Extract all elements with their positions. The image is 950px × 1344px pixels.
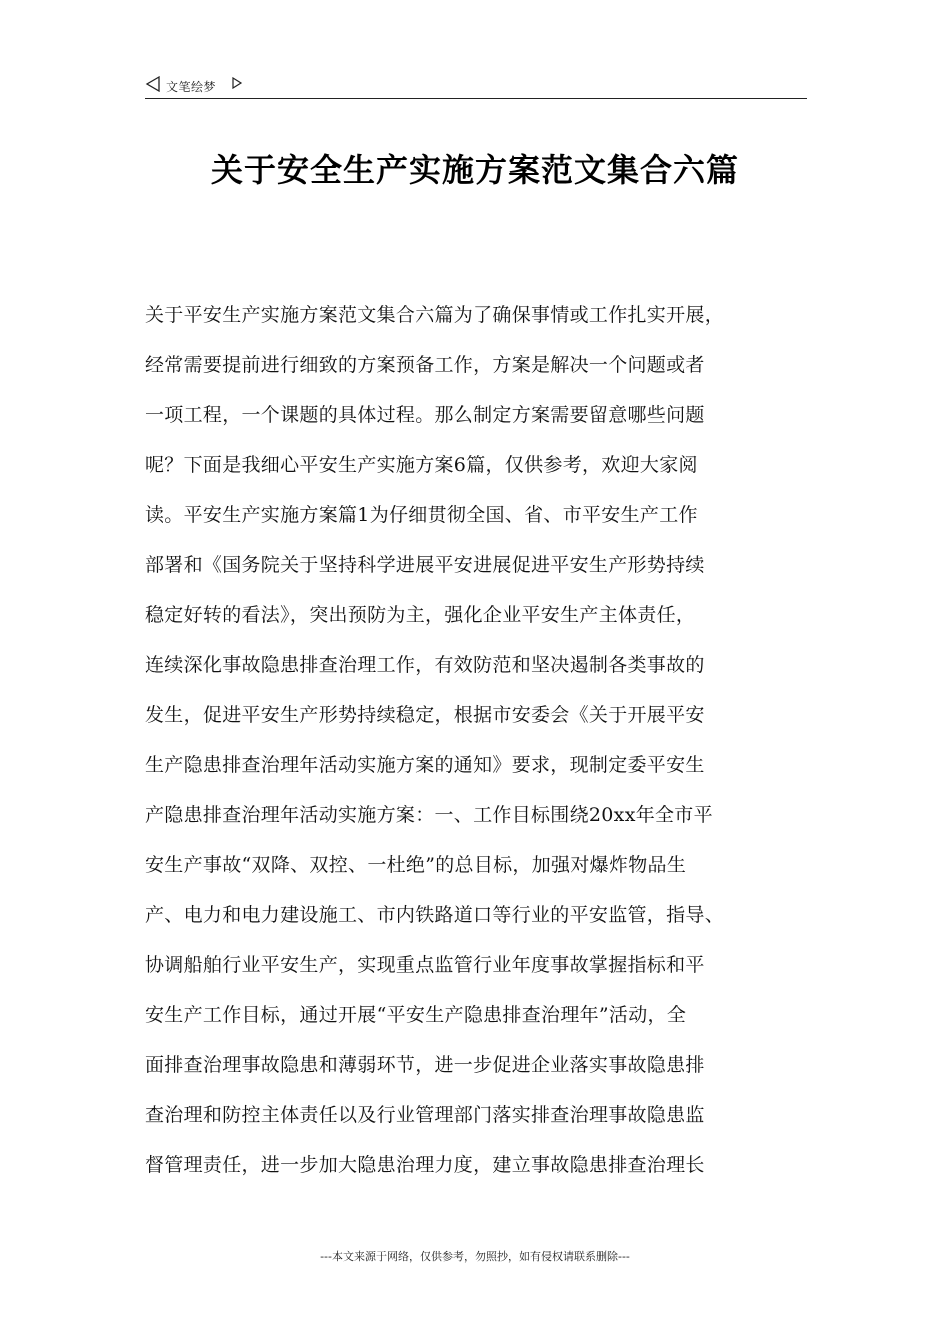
body-line: 安生产事故“双降、双控、一杜绝”的总目标，加强对爆炸物品生: [145, 854, 687, 876]
body-line: 稳定好转的看法》，突出预防为主，强化企业平安生产主体责任，: [145, 604, 696, 626]
page-header: [145, 74, 807, 99]
body-line: 读。平安生产实施方案篇1为仔细贯彻全国、省、市平安生产工作: [145, 504, 698, 526]
triangle-left-icon: [145, 76, 161, 92]
body-line: 产隐患排查治理年活动实施方案：一、工作目标围绕20xx年全市平: [145, 804, 713, 826]
body-line: 面排查治理事故隐患和薄弱环节，进一步促进企业落实事故隐患排: [145, 1054, 705, 1076]
header-brand: 文笔绘梦: [166, 80, 217, 94]
body-line: 部署和《国务院关于坚持科学进展平安进展促进平安生产形势持续: [145, 554, 705, 576]
body-line: 生产隐患排查治理年活动实施方案的通知》要求，现制定委平安生: [145, 754, 705, 776]
body-line: 呢？下面是我细心平安生产实施方案6篇，仅供参考，欢迎大家阅: [145, 454, 698, 476]
body-line: 产、电力和电力建设施工、市内铁路道口等行业的平安监管，指导、: [145, 904, 725, 926]
document-title: 关于安全生产实施方案范文集合六篇: [210, 151, 739, 189]
body-line: 一项工程，一个课题的具体过程。那么制定方案需要留意哪些问题: [145, 404, 705, 426]
body-line: 安生产工作目标，通过开展“平安生产隐患排查治理年”活动，全: [145, 1004, 687, 1026]
body-line: 协调船舶行业平安生产，实现重点监管行业年度事故掌握指标和平: [145, 954, 705, 976]
triangle-right-icon: [231, 77, 243, 89]
body-line: 关于平安生产实施方案范文集合六篇为了确保事情或工作扎实开展，: [145, 304, 725, 326]
body-line: 经常需要提前进行细致的方案预备工作，方案是解决一个问题或者: [145, 354, 705, 376]
document-body: [145, 290, 809, 1190]
body-line: 发生，促进平安生产形势持续稳定，根据市安委会《关于开展平安: [145, 704, 705, 726]
body-line: 督管理责任，进一步加大隐患治理力度，建立事故隐患排查治理长: [145, 1154, 705, 1176]
page-footer: ---本文来源于网络，仅供参考，勿照抄，如有侵权请联系删除---: [320, 1250, 630, 1263]
body-line: 查治理和防控主体责任以及行业管理部门落实排查治理事故隐患监: [145, 1104, 705, 1126]
body-line: 连续深化事故隐患排查治理工作，有效防范和坚决遏制各类事故的: [145, 654, 705, 676]
